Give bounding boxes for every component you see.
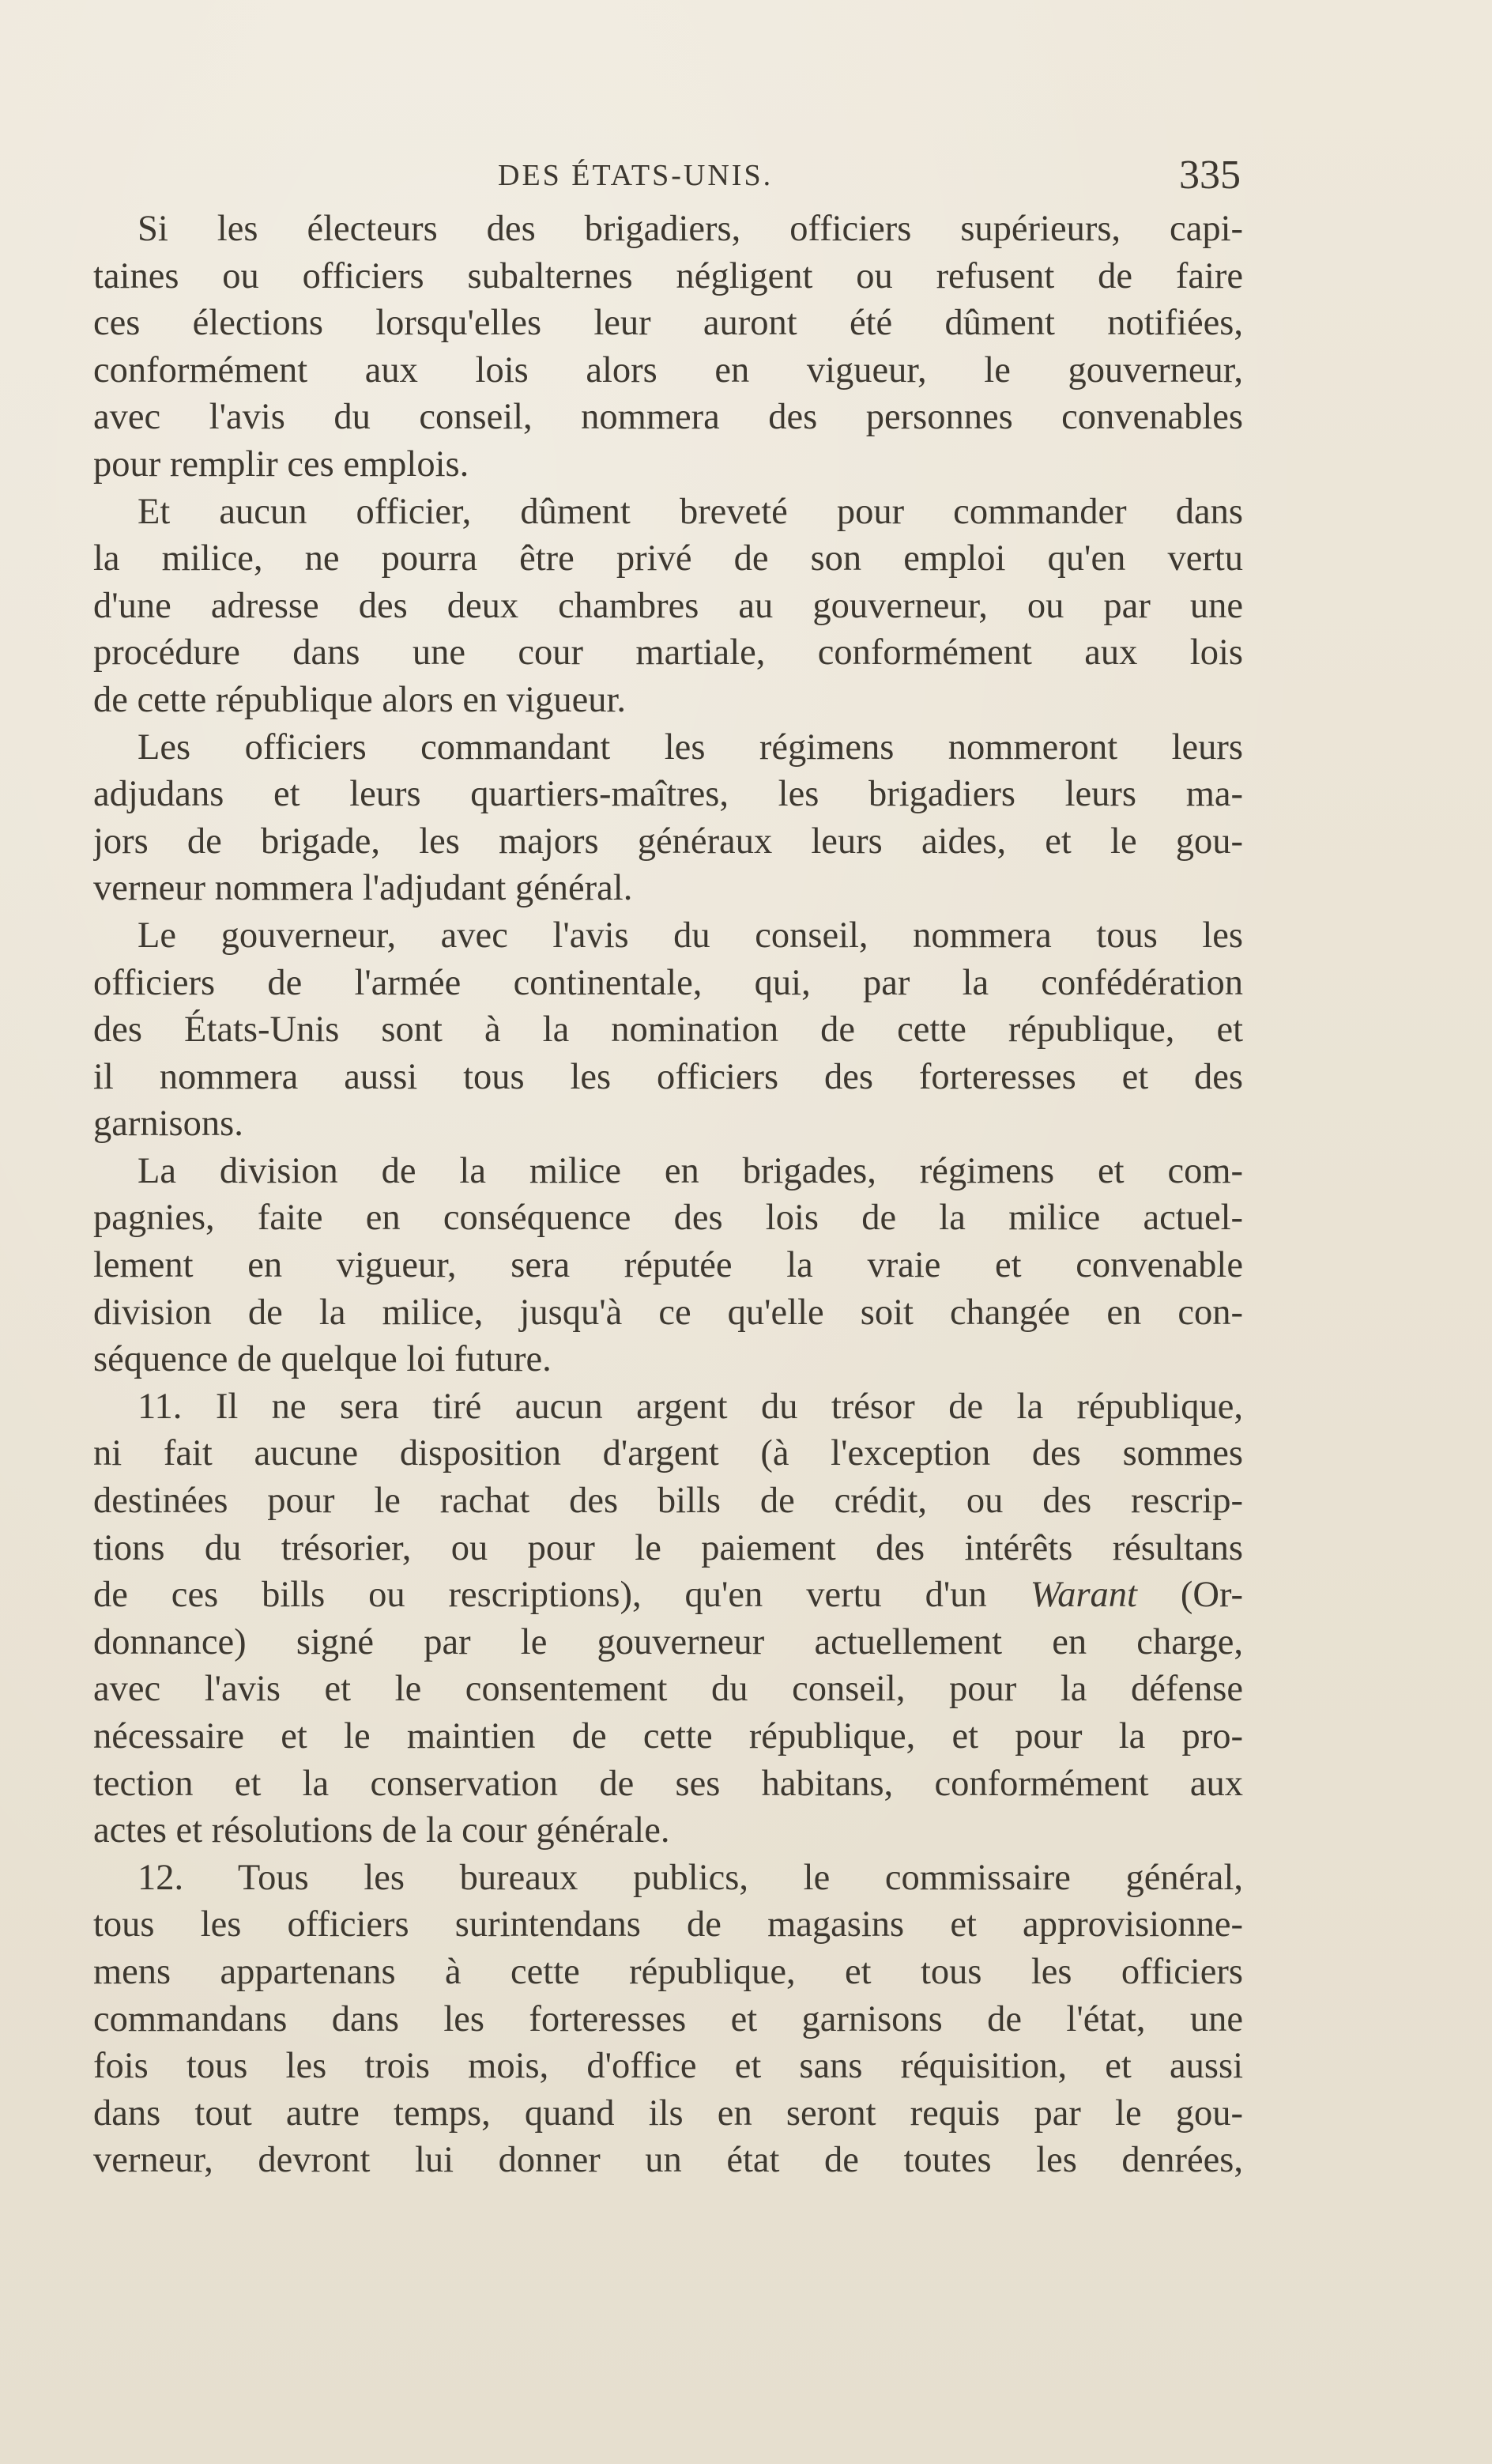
- text-line: ces élections lorsqu'elles leur auront été dûment notifiées,: [93, 303, 1243, 344]
- text-line: séquence de quelque loi future.: [93, 1339, 552, 1380]
- text-line: Le gouverneur, avec l'avis du conseil, nommera tous les: [138, 915, 1243, 956]
- text-line: tions du trésorier, ou pour le paiement des intérêts résultans: [93, 1527, 1243, 1568]
- text-line: jors de brigade, les majors généraux leurs aides, et le gou-: [93, 821, 1243, 862]
- text-line: officiers de l'armée continentale, qui, par la confédération: [93, 962, 1243, 1003]
- text-line: procédure dans une cour martiale, conformément aux lois: [93, 632, 1243, 674]
- text-line: lement en vigueur, sera réputée la vraie et convenable: [93, 1245, 1243, 1286]
- page-number: 335: [1179, 153, 1241, 198]
- text-line: Les officiers commandant les régimens nommeront leurs: [138, 726, 1243, 768]
- text-line: destinées pour le rachat des bills de crédit, ou des rescrip-: [93, 1481, 1243, 1522]
- text-line: d'une adresse des deux chambres au gouverneur, ou par une: [93, 585, 1243, 626]
- text-line: garnisons.: [93, 1104, 243, 1145]
- text-line: avec l'avis et le consentement du conseil, pour la défense: [93, 1669, 1243, 1710]
- text-line: 12. Tous les bureaux publics, le commissaire général,: [138, 1857, 1243, 1898]
- text-line: division de la milice, jusqu'à ce qu'elle soit changée en con-: [93, 1292, 1243, 1333]
- running-head: DES ÉTATS-UNIS.: [498, 159, 774, 192]
- text-line: pagnies, faite en conséquence des lois de la milice actuel-: [93, 1198, 1243, 1239]
- text-line: commandans dans les forteresses et garnisons de l'état, une: [93, 1998, 1243, 2039]
- text-line: tection et la conservation de ses habitans, conformément aux: [93, 1763, 1243, 1804]
- text-line: pour remplir ces emplois.: [93, 443, 469, 485]
- italic-term: Warant: [1030, 1575, 1137, 1616]
- text-line: la milice, ne pourra être privé de son emploi qu'en vertu: [93, 538, 1243, 579]
- text-line: de cette république alors en vigueur.: [93, 679, 627, 720]
- text-line: verneur, devront lui donner un état de toutes les denrées,: [93, 2140, 1243, 2181]
- text-fragment: (Or-: [1136, 1575, 1243, 1616]
- text-line: il nommera aussi tous les officiers des forteresses et des: [93, 1056, 1243, 1097]
- text-line: mens appartenans à cette république, et tous les officiers: [93, 1951, 1243, 1992]
- text-line: actes et résolutions de la cour générale.: [93, 1810, 670, 1851]
- text-line: taines ou officiers subalternes négligent ou refusent de faire: [93, 255, 1243, 296]
- text-line: avec l'avis du conseil, nommera des personnes convenables: [93, 397, 1243, 438]
- text-line: tous les officiers surintendans de magasins et approvisionne-: [93, 1904, 1243, 1945]
- text-fragment: de ces bills ou rescriptions), qu'en vertu d'un: [93, 1575, 1030, 1616]
- text-line: Si les électeurs des brigadiers, officiers supérieurs, capi-: [138, 209, 1243, 249]
- text-line: [93, 1572, 1243, 1619]
- page-header: [95, 152, 1241, 199]
- text-line: verneur nommera l'adjudant général.: [93, 868, 633, 909]
- text-line: La division de la milice en brigades, régimens et com-: [138, 1150, 1243, 1191]
- text-line: nécessaire et le maintien de cette république, et pour la pro-: [93, 1716, 1243, 1756]
- text-line: adjudans et leurs quartiers-maîtres, les brigadiers leurs ma-: [93, 774, 1243, 815]
- text-line: dans tout autre temps, quand ils en seront requis par le gou-: [93, 2092, 1243, 2134]
- text-line: donnance) signé par le gouverneur actuellement en charge,: [93, 1621, 1243, 1662]
- body-text: [93, 206, 1243, 2184]
- text-line: ni fait aucune disposition d'argent (à l'exception des sommes: [93, 1433, 1243, 1474]
- text-line: 11. Il ne sera tiré aucun argent du trésor de la république,: [138, 1386, 1243, 1427]
- text-line: conformément aux lois alors en vigueur, le gouverneur,: [93, 349, 1243, 391]
- text-line: Et aucun officier, dûment breveté pour commander dans: [138, 491, 1243, 532]
- text-line: fois tous les trois mois, d'office et sans réquisition, et aussi: [93, 2046, 1243, 2087]
- text-line: des États-Unis sont à la nomination de cette république, et: [93, 1009, 1243, 1051]
